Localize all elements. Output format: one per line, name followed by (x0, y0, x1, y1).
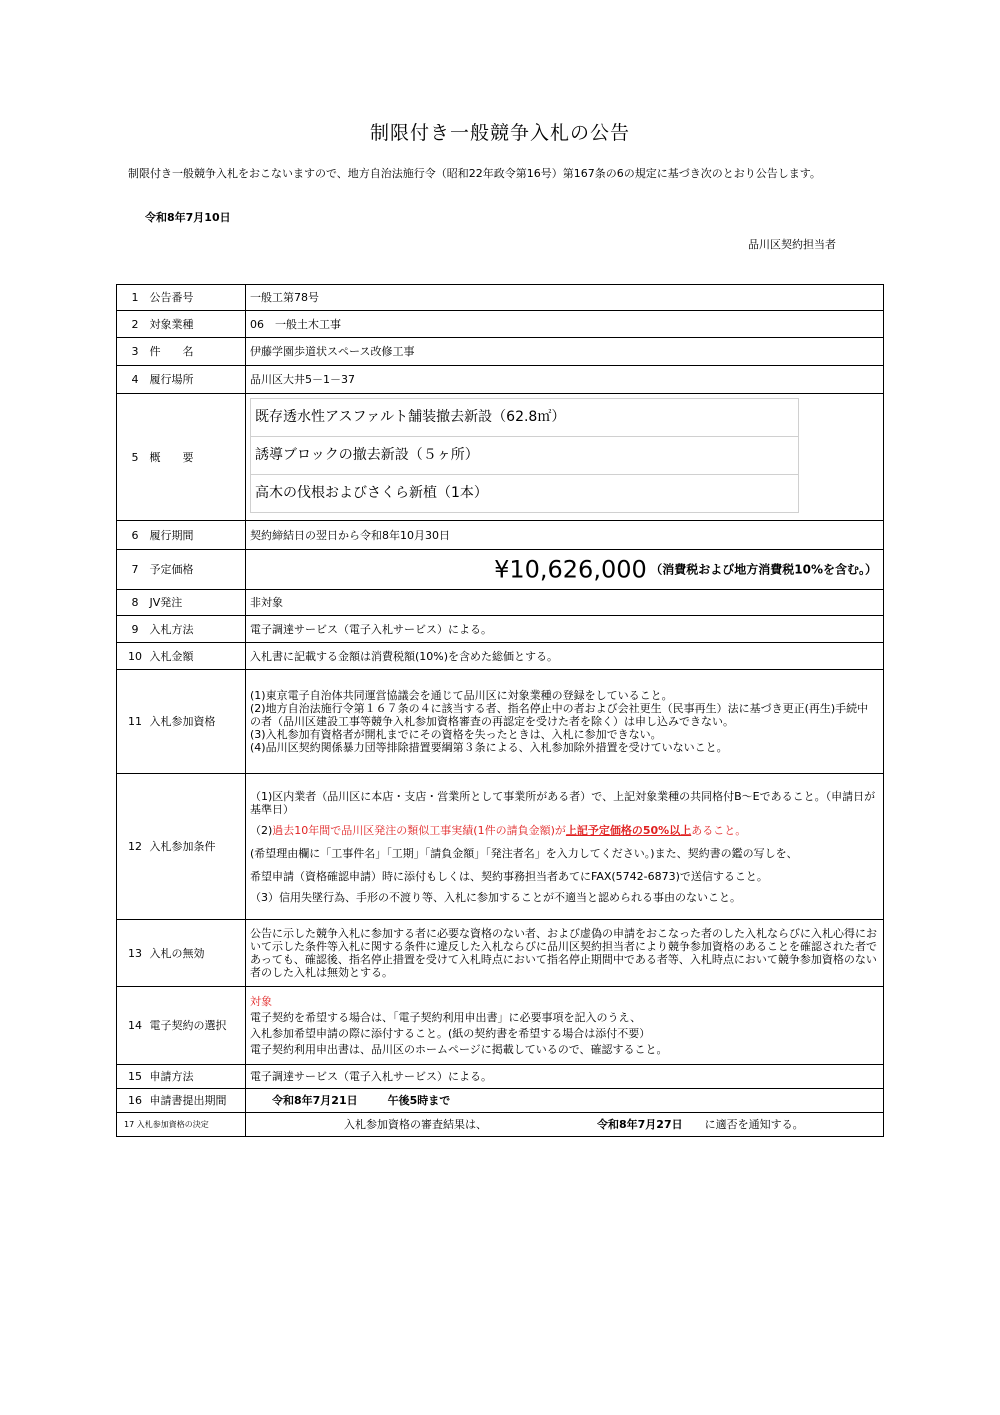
price-note: （消費税および地方消費税10%を含む。） (650, 562, 877, 577)
row-label: 13 入札の無効 (117, 920, 246, 987)
row-value: 非対象 (246, 590, 884, 616)
row-value: 公告に示した競争入札に参加する者に必要な資格のない者、および虚偽の申請をおこなった者のした入札ならびに入札心得において示した条件等入札に関する条件に違反した入札ならびに品川区契約担当者により競争参加資格のあることを確認された者であっても、確認後、指名停止措置を受けて入札時点において指名停止期間中である者等、入札時点において競争参加資格のない者のした入札は無効とする。 (246, 920, 884, 987)
e-contract-target: 対象 (250, 995, 272, 1008)
row-value: 一般工第78号 (246, 285, 884, 311)
e-contract-line: 電子契約利用申出書は、品川区のホームページに掲載しているので、確認すること。 (250, 1043, 668, 1056)
row-label: 4 履行場所 (117, 366, 246, 394)
row-value (246, 550, 884, 590)
submission-date: 令和8年7月21日 (272, 1094, 358, 1107)
row-application-method (117, 1065, 884, 1089)
summary-item: 高木の伐根およびさくら新植（1本） (255, 484, 488, 501)
qualification-line: (4)品川区契約関係暴力団等排除措置要綱第３条による、入札参加除外措置を受けていないこと。 (250, 741, 728, 754)
intro-text: 制限付き一般競争入札をおこないますので、地方自治法施行令（昭和22年政令第16号）第167条の6の規定に基づき次のとおり公告します。 (128, 167, 821, 180)
condition-line: 希望申請（資格確認申請）時に添付もしくは、契約事務担当者あてにFAX(5742-6873)で送信すること。 (250, 869, 768, 883)
summary-item: 誘導ブロックの撤去新設（５ヶ所） (251, 437, 798, 475)
row-label: 2 対象業種 (117, 311, 246, 338)
decision-date: 令和8年7月27日 (597, 1118, 683, 1131)
qualification-line: (2)地方自治法施行令第１６７条の４に該当する者、指名停止中の者および会社更生（民事再生）法に基づき更正(再生)手続中の者（品川区建設工事等競争入札参加資格審査の再認定を受けた者を除く）は申し込みできない。 (250, 702, 869, 728)
row-subject (117, 338, 884, 366)
planned-price: ¥10,626,000 (494, 555, 647, 584)
row-price (117, 550, 884, 590)
row-value (246, 1113, 884, 1137)
condition-line: （3）信用失墜行為、手形の不渡り等、入札に参加することが不適当と認められる事由のないこと。 (250, 890, 741, 904)
row-notice-number (117, 285, 884, 311)
row-value (246, 394, 884, 521)
row-value (246, 670, 884, 774)
row-label: 8 JV発注 (117, 590, 246, 616)
page-title: 制限付き一般競争入札の公告 (369, 122, 630, 144)
row-label: 10 入札金額 (117, 643, 246, 670)
row-invalid (117, 920, 884, 987)
row-label: 7 予定価格 (117, 550, 246, 590)
row-label: 14 電子契約の選択 (117, 987, 246, 1065)
qualification-line: (1)東京電子自治体共同運営協議会を通じて品川区に対象業種の登録をしていること。 (250, 689, 673, 702)
row-label: 17 入札参加資格の決定 (117, 1113, 246, 1137)
notice-table (116, 284, 884, 1137)
row-period (117, 521, 884, 550)
contract-officer: 品川区契約担当者 (748, 238, 836, 251)
row-qualification (117, 670, 884, 774)
row-value: 品川区大井5－1－37 (246, 366, 884, 394)
row-jv (117, 590, 884, 616)
decision-text-2: に適否を通知する。 (704, 1118, 804, 1131)
decision-text: 入札参加資格の審査結果は、 (344, 1118, 487, 1131)
summary-list (250, 398, 799, 513)
row-value (246, 774, 884, 920)
row-value (246, 987, 884, 1065)
row-label: 11 入札参加資格 (117, 670, 246, 774)
row-label: 16 申請書提出期間 (117, 1089, 246, 1113)
summary-item: 既存透水性アスファルト舗装撤去新設（62.8㎡） (251, 399, 798, 437)
row-value: 電子調達サービス（電子入札サービス）による。 (246, 1065, 884, 1089)
row-value: 伊藤学園歩道状スペース改修工事 (246, 338, 884, 366)
row-summary (117, 394, 884, 521)
announcement-date: 令和8年7月10日 (145, 211, 231, 224)
row-e-contract (117, 987, 884, 1065)
condition-line: (希望理由欄に「工事件名」「工期」「請負金額」「発注者名」を入力してください。)また、契約書の鑑の写しを、 (250, 846, 798, 860)
row-value: 06 一般土木工事 (246, 311, 884, 338)
row-bid-amount (117, 643, 884, 670)
row-conditions (117, 774, 884, 920)
condition-line: （1)区内業者（品川区に本店・支店・営業所として事業所がある者）で、上記対象業種の共同格付B～Eであること。（申請日が基準日） (250, 789, 876, 816)
row-label: 12 入札参加条件 (117, 774, 246, 920)
row-value: 電子調達サービス（電子入札サービス）による。 (246, 616, 884, 643)
row-label: 3 件 名 (117, 338, 246, 366)
row-business-type (117, 311, 884, 338)
row-value: 契約締結日の翌日から令和8年10月30日 (246, 521, 884, 550)
row-label: 9 入札方法 (117, 616, 246, 643)
row-submission-period (117, 1089, 884, 1113)
row-label: 15 申請方法 (117, 1065, 246, 1089)
row-value (246, 1089, 884, 1113)
submission-time: 午後5時まで (387, 1094, 451, 1107)
row-location (117, 366, 884, 394)
row-label: 6 履行期間 (117, 521, 246, 550)
condition-line: （2)過去10年間で品川区発注の類似工事実績(1件の請負金額)が上記予定価格の50%以上あること。 (250, 823, 747, 837)
row-label: 5 概 要 (117, 394, 246, 521)
row-label: 1 公告番号 (117, 285, 246, 311)
row-value: 入札書に記載する金額は消費税額(10%)を含めた総価とする。 (246, 643, 884, 670)
row-qualification-decision (117, 1113, 884, 1137)
row-bid-method (117, 616, 884, 643)
qualification-line: (3)入札参加有資格者が開札までにその資格を失ったときは、入札に参加できない。 (250, 728, 662, 741)
e-contract-line: 入札参加希望申請の際に添付すること。(紙の契約書を希望する場合は添付不要） (250, 1027, 651, 1040)
e-contract-line: 電子契約を希望する場合は、「電子契約利用申出書」に必要事項を記入のうえ、 (250, 1011, 642, 1024)
